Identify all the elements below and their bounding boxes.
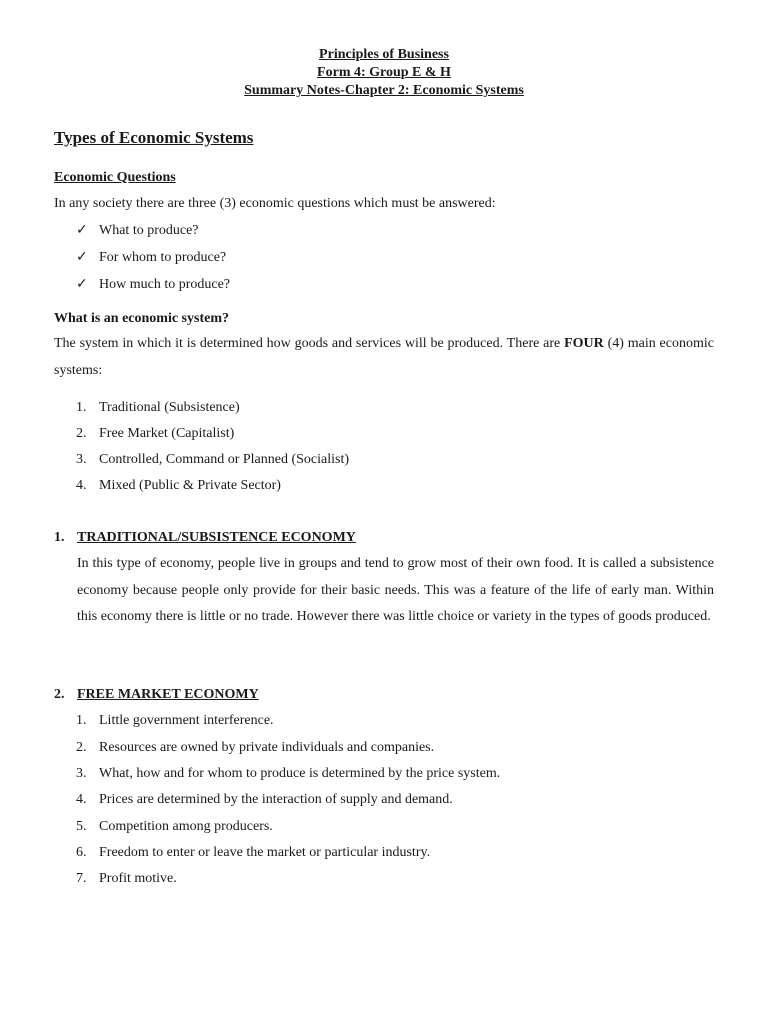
section-title: Types of Economic Systems <box>54 128 254 147</box>
list-number: 5. <box>76 819 87 834</box>
free-market-heading: FREE MARKET ECONOMY <box>77 687 259 702</box>
economic-system-paragraph: The system in which it is determined how goods and services will be produced. There are FOUR (4) main economic systems: <box>54 336 714 378</box>
list-number: 2. <box>76 426 87 441</box>
section-number: 1. <box>54 530 65 545</box>
list-number: 4. <box>76 478 87 493</box>
check-icon: ✓ <box>76 249 88 265</box>
list-number: 4. <box>76 792 87 807</box>
question-item: For whom to produce? <box>99 250 227 265</box>
traditional-paragraph: In this type of economy, people live in groups and tend to grow most of their own food. It is called a subsistence economy because people only provide for their basic needs. This was a feature of the life of early man. Within this economy there is little or no trade. However there was little choice or variety in the types of goods produced. <box>77 556 714 624</box>
list-number: 6. <box>76 845 87 860</box>
economic-questions-intro: In any society there are three (3) economic questions which must be answered: <box>54 196 496 211</box>
section-number: 2. <box>54 687 65 702</box>
list-item: What, how and for whom to produce is determined by the price system. <box>99 766 501 781</box>
list-item: Little government interference. <box>99 713 274 728</box>
list-item: Resources are owned by private individuals and companies. <box>99 740 435 755</box>
list-number: 3. <box>76 452 87 467</box>
header-chapter: Summary Notes-Chapter 2: Economic Systems <box>244 83 524 98</box>
list-number: 3. <box>76 766 87 781</box>
list-number: 1. <box>76 713 87 728</box>
list-item: Freedom to enter or leave the market or particular industry. <box>99 845 431 860</box>
header-subtitle: Form 4: Group E & H <box>317 65 451 80</box>
list-item: Free Market (Capitalist) <box>99 426 235 441</box>
list-number: 1. <box>76 400 87 415</box>
check-icon: ✓ <box>76 276 88 292</box>
economic-questions-heading: Economic Questions <box>54 170 176 185</box>
list-item: Traditional (Subsistence) <box>99 400 240 415</box>
list-item: Mixed (Public & Private Sector) <box>99 478 281 493</box>
header-title: Principles of Business <box>319 47 449 62</box>
emphasis-four: FOUR <box>564 336 604 351</box>
check-icon: ✓ <box>76 222 88 238</box>
list-item: Controlled, Command or Planned (Socialist) <box>99 452 350 467</box>
question-item: What to produce? <box>99 223 199 238</box>
list-item: Profit motive. <box>99 871 177 886</box>
economic-system-heading: What is an economic system? <box>54 311 229 326</box>
list-item: Competition among producers. <box>99 819 273 834</box>
list-number: 2. <box>76 740 87 755</box>
list-number: 7. <box>76 871 87 886</box>
question-item: How much to produce? <box>99 277 231 292</box>
traditional-heading: TRADITIONAL/SUBSISTENCE ECONOMY <box>77 530 356 545</box>
list-item: Prices are determined by the interaction of supply and demand. <box>99 792 453 807</box>
